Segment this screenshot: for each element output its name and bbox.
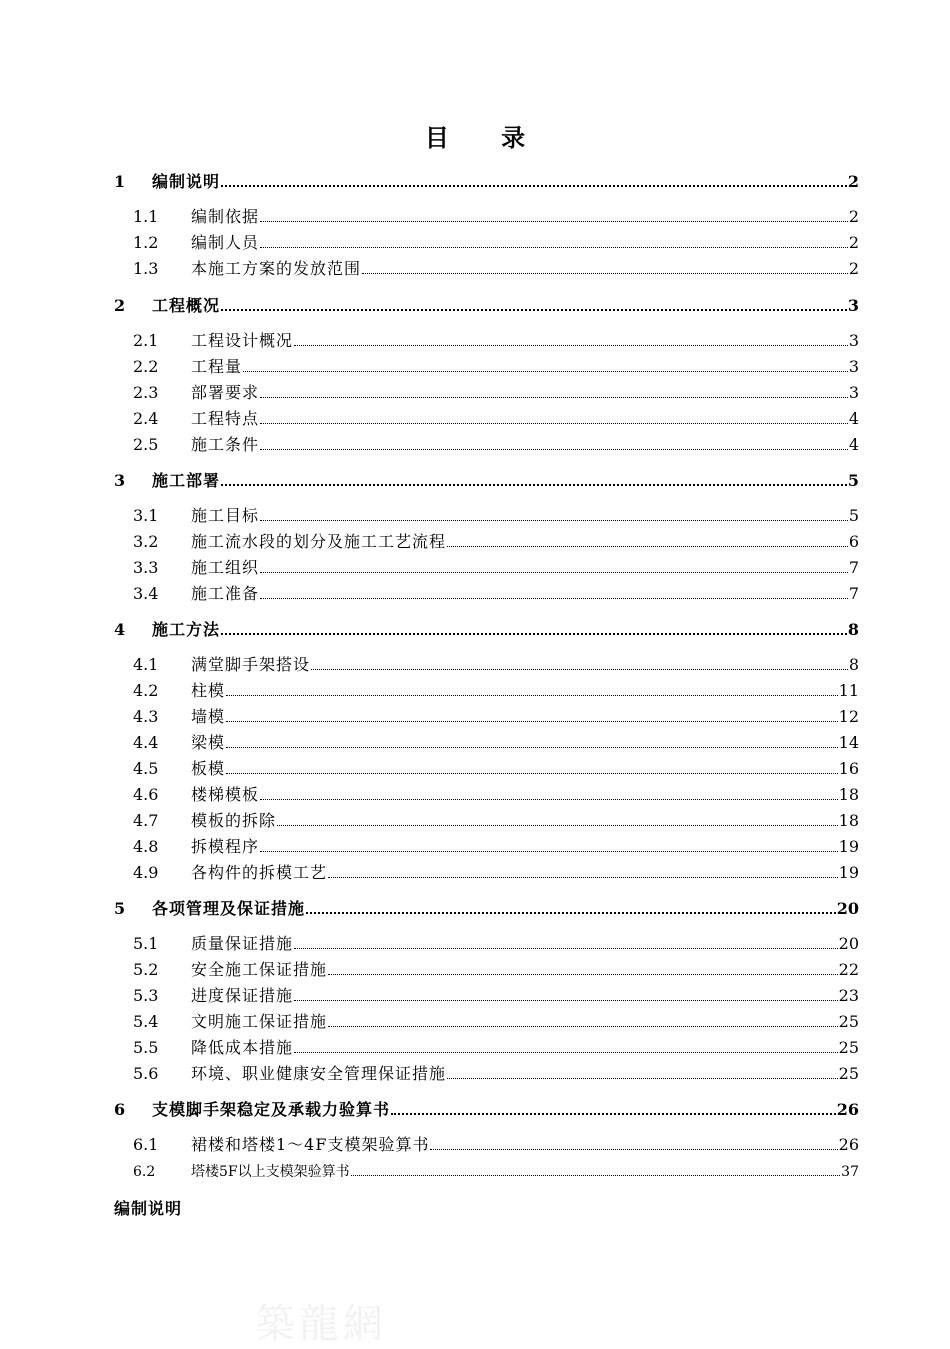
toc-dot-leader <box>294 1039 838 1053</box>
toc-entry-number: 1.1 <box>133 207 159 226</box>
toc-section-entry[interactable] <box>114 960 859 980</box>
toc-section-entry[interactable] <box>114 733 859 753</box>
toc-entry-page: 2 <box>848 259 859 278</box>
toc-entry-number: 4 <box>114 620 126 639</box>
toc-entry-number: 5.3 <box>133 986 159 1005</box>
toc-dot-leader <box>294 987 838 1001</box>
toc-entry-number: 4.1 <box>133 655 159 674</box>
toc-entry-page: 26 <box>836 1100 859 1119</box>
toc-entry-page: 3 <box>848 383 859 402</box>
toc-entry-title: 满堂脚手架搭设 <box>191 655 311 674</box>
toc-entry-number: 4.6 <box>133 785 159 804</box>
toc-entry-number: 2.3 <box>133 383 159 402</box>
toc-entry-title: 降低成本措施 <box>191 1038 294 1057</box>
toc-entry-number: 5 <box>114 899 126 918</box>
toc-entry-number: 3.1 <box>133 506 159 525</box>
toc-entry-page: 3 <box>848 357 859 376</box>
toc-section-entry[interactable] <box>114 558 859 578</box>
toc-entry-title: 墙模 <box>191 707 226 726</box>
toc-entry-page: 14 <box>838 733 859 752</box>
toc-entry-title: 楼梯模板 <box>191 785 260 804</box>
toc-section-entry[interactable] <box>114 1135 859 1155</box>
toc-entry-number: 2.2 <box>133 357 159 376</box>
toc-entry-page: 23 <box>838 986 859 1005</box>
toc-entry-title: 文明施工保证措施 <box>191 1012 328 1031</box>
toc-entry-number: 4.8 <box>133 837 159 856</box>
toc-entry-title: 工程量 <box>191 357 243 376</box>
toc-dot-leader <box>260 585 848 599</box>
toc-section-entry[interactable] <box>114 506 859 526</box>
toc-dot-leader <box>260 410 848 424</box>
toc-dot-leader <box>294 935 838 949</box>
toc-dot-leader <box>260 436 848 450</box>
toc-entry-number: 6 <box>114 1100 126 1119</box>
toc-chapter-entry[interactable] <box>114 899 859 919</box>
toc-section-entry[interactable] <box>114 681 859 701</box>
toc-entry-number: 5.4 <box>133 1012 159 1031</box>
toc-section-entry[interactable] <box>114 409 859 429</box>
toc-entry-number: 3.4 <box>133 584 159 603</box>
toc-entry-title: 本施工方案的发放范围 <box>191 259 362 278</box>
toc-dot-leader <box>328 961 838 975</box>
toc-section-entry[interactable] <box>114 233 859 253</box>
toc-dot-leader <box>221 620 847 635</box>
toc-section-entry[interactable] <box>114 532 859 552</box>
toc-entry-number: 5.5 <box>133 1038 159 1057</box>
toc-entry-title: 施工组织 <box>191 558 260 577</box>
toc-entry-title: 编制依据 <box>191 207 260 226</box>
toc-dot-leader <box>447 533 848 547</box>
toc-entry-number: 5.2 <box>133 960 159 979</box>
toc-entry-page: 16 <box>838 759 859 778</box>
toc-entry-page: 6 <box>848 532 859 551</box>
toc-entry-number: 4.9 <box>133 863 159 882</box>
toc-section-entry[interactable] <box>114 837 859 857</box>
toc-entry-number: 4.2 <box>133 681 159 700</box>
toc-entry-title: 梁模 <box>191 733 226 752</box>
toc-dot-leader <box>221 296 847 311</box>
toc-section-entry[interactable] <box>114 435 859 455</box>
toc-entry-title: 部署要求 <box>191 383 260 402</box>
toc-entry-page: 25 <box>838 1038 859 1057</box>
toc-section-entry[interactable] <box>114 1064 859 1084</box>
toc-dot-leader <box>294 332 848 346</box>
toc-dot-leader <box>226 734 838 748</box>
toc-chapter-entry[interactable] <box>114 172 859 192</box>
toc-entry-number: 4.5 <box>133 759 159 778</box>
toc-entry-title: 拆模程序 <box>191 837 260 856</box>
toc-chapter-entry[interactable] <box>114 296 859 316</box>
toc-entry-title: 质量保证措施 <box>191 934 294 953</box>
toc-entry-number: 4.4 <box>133 733 159 752</box>
toc-entry-title: 施工流水段的划分及施工工艺流程 <box>191 532 447 551</box>
toc-entry-page: 2 <box>848 233 859 252</box>
toc-entry-title: 各构件的拆模工艺 <box>191 863 328 882</box>
toc-section-entry[interactable] <box>114 1162 859 1182</box>
toc-entry-number: 6.2 <box>133 1164 156 1180</box>
toc-entry-page: 7 <box>848 584 859 603</box>
toc-entry-page: 8 <box>848 655 859 674</box>
toc-section-entry[interactable] <box>114 357 859 377</box>
toc-dot-leader <box>243 358 848 372</box>
toc-section-entry[interactable] <box>114 986 859 1006</box>
toc-entry-title: 编制说明 <box>152 172 221 191</box>
toc-section-entry[interactable] <box>114 259 859 279</box>
toc-entry-number: 2 <box>114 296 126 315</box>
toc-entry-title: 各项管理及保证措施 <box>152 899 306 918</box>
toc-entry-page: 37 <box>841 1164 859 1180</box>
toc-entry-page: 26 <box>838 1135 859 1154</box>
toc-entry-page: 2 <box>848 207 859 226</box>
toc-dot-leader <box>328 864 838 878</box>
toc-dot-leader <box>306 899 836 914</box>
toc-entry-title: 工程特点 <box>191 409 260 428</box>
toc-title: 目 录 <box>424 123 548 152</box>
toc-dot-leader <box>260 208 848 222</box>
toc-entry-page: 5 <box>847 471 859 490</box>
toc-entry-number: 1.3 <box>133 259 159 278</box>
toc-dot-leader <box>221 471 847 486</box>
toc-entry-title: 施工方法 <box>152 620 221 639</box>
toc-entry-number: 2.5 <box>133 435 159 454</box>
toc-entry-title: 安全施工保证措施 <box>191 960 328 979</box>
toc-entry-page: 22 <box>838 960 859 979</box>
toc-entry-page: 3 <box>847 296 859 315</box>
toc-entry-number: 1 <box>114 172 126 191</box>
toc-entry-number: 5.6 <box>133 1064 159 1083</box>
toc-entry-title: 塔楼5F以上支模架验算书 <box>191 1164 350 1180</box>
toc-entry-title: 环境、职业健康安全管理保证措施 <box>191 1064 447 1083</box>
toc-entry-number: 2.1 <box>133 331 159 350</box>
toc-entry-page: 25 <box>838 1064 859 1083</box>
toc-entry-page: 4 <box>848 435 859 454</box>
toc-section-entry[interactable] <box>114 383 859 403</box>
toc-entry-number: 3.2 <box>133 532 159 551</box>
toc-entry-title: 编制人员 <box>191 233 260 252</box>
toc-entry-page: 8 <box>847 620 859 639</box>
toc-entry-title: 工程设计概况 <box>191 331 294 350</box>
toc-entry-title: 工程概况 <box>152 296 221 315</box>
toc-section-entry[interactable] <box>114 863 859 883</box>
toc-entry-number: 4.3 <box>133 707 159 726</box>
toc-dot-leader <box>351 1162 841 1176</box>
toc-entry-page: 7 <box>848 558 859 577</box>
watermark-logo: 築龍網 <box>255 1301 387 1347</box>
toc-dot-leader <box>226 708 838 722</box>
toc-entry-number: 4.7 <box>133 811 159 830</box>
toc-section-entry[interactable] <box>114 1038 859 1058</box>
toc-dot-leader <box>447 1065 838 1079</box>
toc-dot-leader <box>260 384 848 398</box>
toc-entry-page: 5 <box>848 506 859 525</box>
toc-entry-page: 25 <box>838 1012 859 1031</box>
toc-entry-page: 18 <box>838 785 859 804</box>
toc-entry-page: 12 <box>838 707 859 726</box>
toc-dot-leader <box>260 559 848 573</box>
toc-entry-title: 柱模 <box>191 681 226 700</box>
toc-dot-leader <box>226 682 838 696</box>
toc-entry-title: 施工条件 <box>191 435 260 454</box>
toc-dot-leader <box>226 760 838 774</box>
toc-entry-page: 19 <box>838 837 859 856</box>
toc-entry-title: 施工准备 <box>191 584 260 603</box>
toc-entry-page: 11 <box>838 681 859 700</box>
toc-section-entry[interactable] <box>114 707 859 727</box>
toc-entry-title: 支模脚手架稳定及承载力验算书 <box>152 1100 391 1119</box>
toc-chapter-entry[interactable] <box>114 471 859 491</box>
toc-dot-leader <box>260 234 848 248</box>
toc-dot-leader <box>328 1013 838 1027</box>
toc-entry-number: 5.1 <box>133 934 159 953</box>
toc-section-entry[interactable] <box>114 811 859 831</box>
toc-entry-number: 1.2 <box>133 233 159 252</box>
toc-dot-leader <box>362 260 848 274</box>
toc-entry-page: 20 <box>836 899 859 918</box>
toc-dot-leader <box>277 812 838 826</box>
toc-entry-page: 19 <box>838 863 859 882</box>
toc-entry-page: 4 <box>848 409 859 428</box>
toc-section-entry[interactable] <box>114 934 859 954</box>
toc-entry-number: 6.1 <box>133 1135 159 1154</box>
toc-section-entry[interactable] <box>114 584 859 604</box>
toc-dot-leader <box>260 786 838 800</box>
toc-chapter-entry[interactable] <box>114 620 859 640</box>
toc-dot-leader <box>260 507 848 521</box>
toc-section-entry[interactable] <box>114 331 859 351</box>
toc-entry-page: 2 <box>847 172 859 191</box>
toc-entry-title: 模板的拆除 <box>191 811 277 830</box>
toc-entry-title: 进度保证措施 <box>191 986 294 1005</box>
toc-section-entry[interactable] <box>114 207 859 227</box>
toc-entry-title: 施工目标 <box>191 506 260 525</box>
toc-section-entry[interactable] <box>114 759 859 779</box>
section-heading: 编制说明 <box>114 1199 183 1218</box>
toc-dot-leader <box>221 172 847 187</box>
toc-entry-page: 18 <box>838 811 859 830</box>
toc-entry-title: 施工部署 <box>152 471 221 490</box>
toc-section-entry[interactable] <box>114 655 859 675</box>
toc-entry-title: 板模 <box>191 759 226 778</box>
toc-section-entry[interactable] <box>114 785 859 805</box>
toc-entry-title: 裙楼和塔楼1～4F支模架验算书 <box>191 1135 430 1154</box>
toc-entry-number: 3.3 <box>133 558 159 577</box>
toc-section-entry[interactable] <box>114 1012 859 1032</box>
toc-entry-page: 3 <box>848 331 859 350</box>
toc-dot-leader <box>311 656 848 670</box>
toc-entry-number: 3 <box>114 471 126 490</box>
toc-entry-number: 2.4 <box>133 409 159 428</box>
toc-dot-leader <box>391 1100 836 1115</box>
toc-dot-leader <box>260 838 838 852</box>
toc-chapter-entry[interactable] <box>114 1100 859 1120</box>
toc-dot-leader <box>430 1136 837 1150</box>
toc-entry-page: 20 <box>838 934 859 953</box>
